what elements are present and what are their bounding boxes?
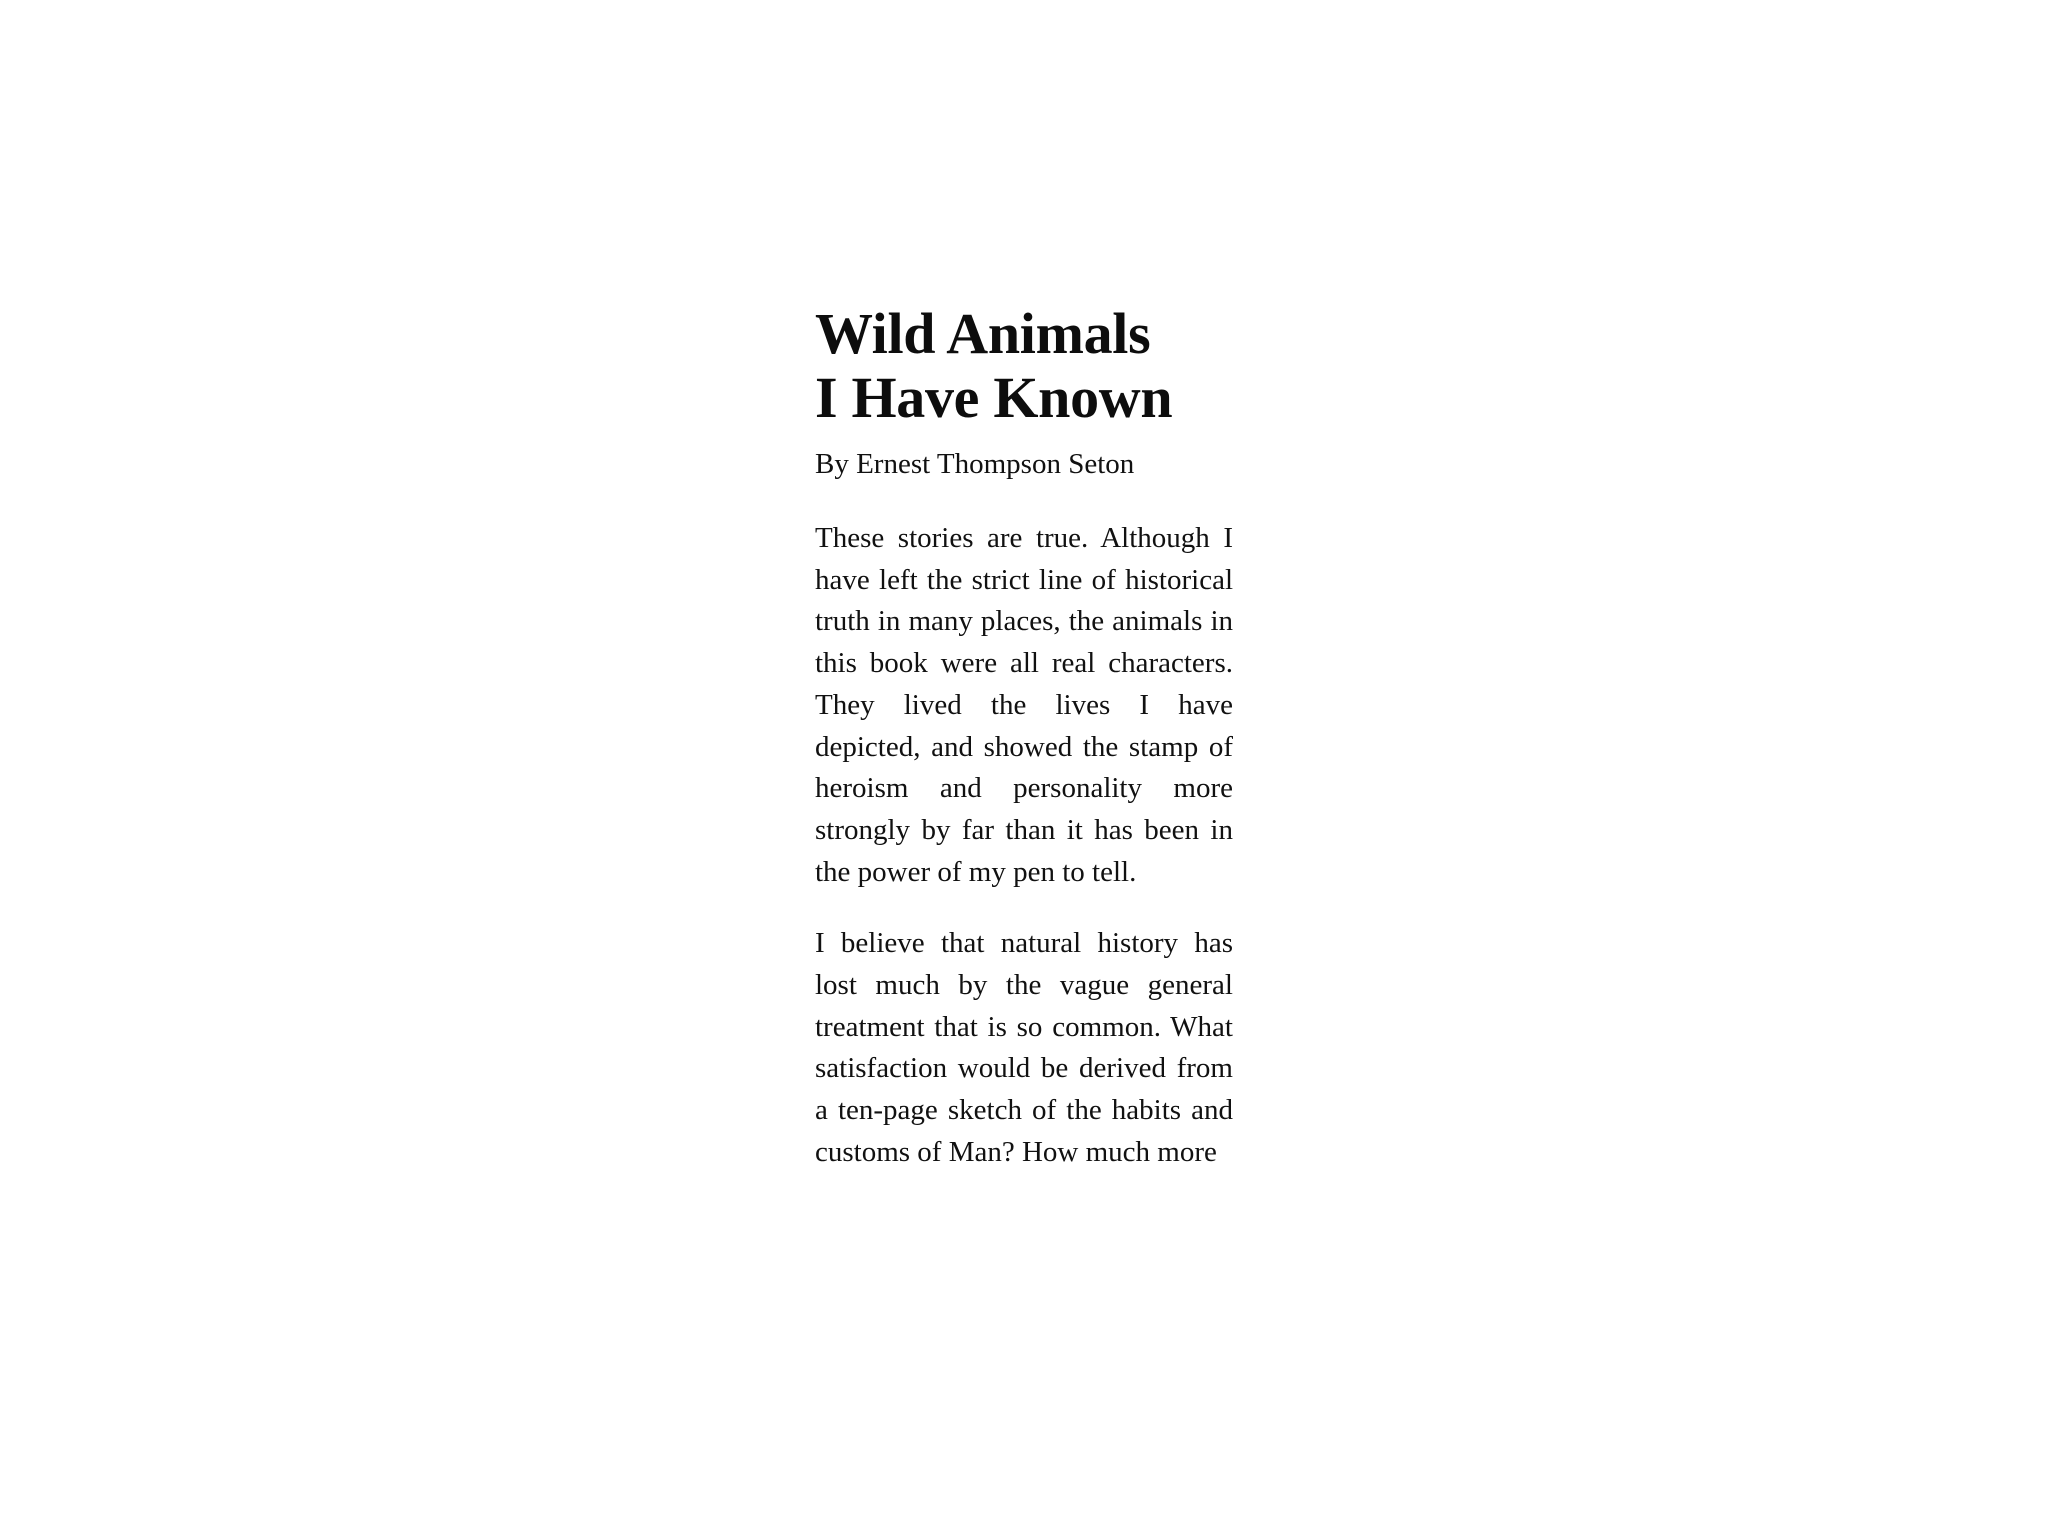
book-title: Wild Animals I Have Known bbox=[815, 302, 1173, 430]
body-paragraph: I believe that natural history has lost much by the vague general treatment that is so common. What satisfaction would be derived from a ten-page sketch of the habits and customs of Man? How much more bbox=[815, 927, 1233, 1168]
body-paragraph: These stories are true. Although I have left the strict line of historical truth in many places, the animals in this book were all real characters. They lived the lives I have depicted, and showed the stamp of heroism and personality more strongly by far than it has been in the power of my pen to tell. bbox=[815, 522, 1233, 888]
reader-page[interactable] bbox=[815, 302, 1233, 1260]
author-byline: By Ernest Thompson Seton bbox=[815, 448, 1135, 480]
